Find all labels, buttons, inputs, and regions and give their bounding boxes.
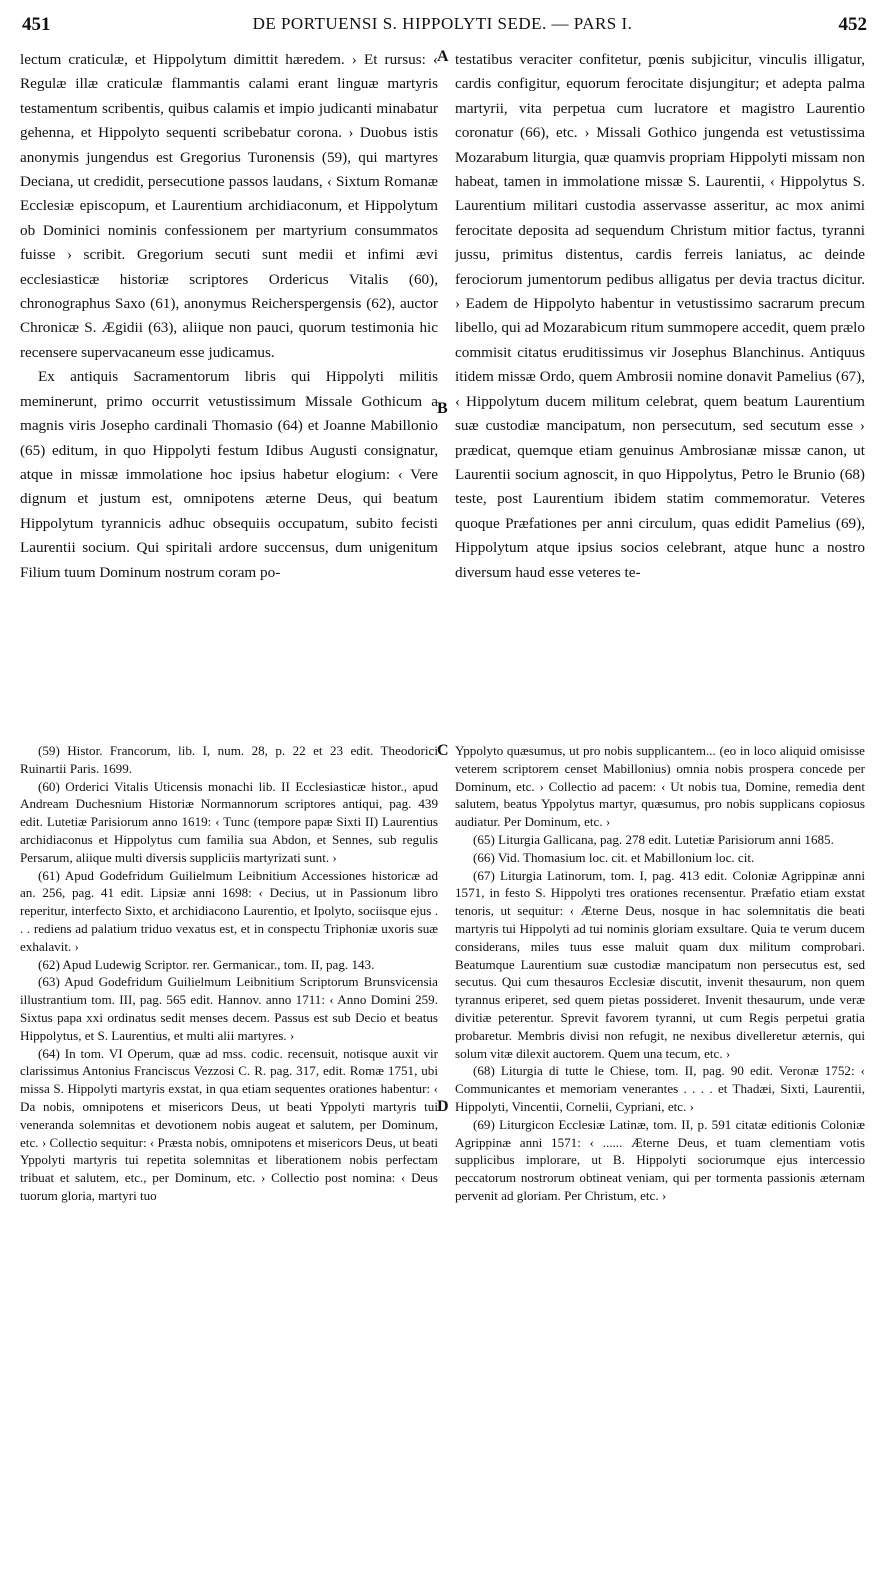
footnotes-column-right — [455, 742, 865, 1512]
margin-letter-b: B — [437, 400, 448, 417]
running-title: DE PORTUENSI S. HIPPOLYTI SEDE. — PARS I. — [252, 14, 633, 33]
footnote: (68) Liturgia di tutte le Chiese, tom. II, pag. 90 edit. Veronæ 1752: ‹ Communicantes et memoriam venerantes . . . . et Thadæi, Sixti, Laurentii, Hippolyti, Vincentii, Cornelii, Cypriani, etc. › — [455, 1063, 865, 1114]
body-column-right — [455, 48, 865, 708]
footnote: (66) Vid. Thomasium loc. cit. et Mabillonium loc. cit. — [473, 849, 755, 865]
footnote: (63) Apud Godefridum Guilielmum Leibnitium Scriptorum Brunsvicensia illustrantium tom. III, pag. 565 edit. Hannov. anno 1711: ‹ Anno Domini 259. Sixtus papa xxi ordinatus sedit menses decem. Passus est sub Decio et beatus Hippolytus, et S. Laurentius, et multi alii martyres. › — [20, 974, 438, 1043]
margin-letter-a: A — [437, 48, 449, 65]
margin-letter-c: C — [437, 742, 449, 759]
footnote: (69) Liturgicon Ecclesiæ Latinæ, tom. II, p. 591 citatæ editionis Coloniæ Agrippinæ anni 1571: ‹ ...... Æterne Deus, et tuam clementiam votis supplicibus implorare, ut B. Hippolyti sociorumque ejus intercessio peccatorum nostrorum obtineat veniam, qui per tormenta passionis æternam pervenit ad gloriam. Per Christum, etc. › — [455, 1116, 865, 1203]
margin-letter-d: D — [437, 1098, 449, 1115]
page-number-left: 451 — [22, 14, 51, 35]
body-paragraph: testatibus veraciter confitetur, pœnis subjicitur, vinculis illigatur, cardis configitur, equorum ferocitate disjungitur; et adepta palma martyrii, vita perpetua cum lucratore et magistro Laurentio coronatur (66), etc. › Missali Gothico jungenda est vetustissima Mozarabum liturgia, quæ quamvis propriam Hippolyti missam non habeat, tamen in immolatione missæ S. Laurentii, ‹ Hippolytus S. Laurentium militari custodia asservasse asseritur, ac mox animi ferocitate deposita ad sequendum Christum mitior factus, tyranni jussu, primitus distentus, cardis ferreis laniatus, ac deinde ferociorum jumentorum pedibus alligatus per devia tractus dicitur. › Eadem de Hippolyto habentur in vetustissimo sacrarum precum libello, qui ad Mozarabicum ritum summopere accedit, quem prælo commisit citatus eruditissimus vir Josephus Blanchinus. Antiquus itidem missæ Ordo, quem Ambrosii nomine donavit Pamelius (67), ‹ Hippolytum ducem militum celebrat, quem beatum Laurentium suæ custodiæ mancipatum, non persecutum, sed secutum esse › prædicat, quemque etiam genuinus Ambrosianæ missæ canon, ut Laurentii socium agnoscit, in quo Hippolytus, Petro le Brunio (68) teste, post Laurentium ibidem statim commemoratur. Veteres quoque Præfationes per anni circulum, quas edidit Pamelius (69), Hippolytum atque ipsius socios celebrant, atque hunc a nostro diversum haud esse veteres te- — [455, 51, 865, 581]
footnote: (61) Apud Godefridum Guilielmum Leibnitium Accessiones historicæ ad an. 256, pag. 41 edit. Lipsiæ anni 1698: ‹ Decius, ut in Passionum libro reperitur, interfecto Sixto, et archidiacono Laurentio, et Ipolyto, sociisque ejus . . . rediens ad palatium triduo vexatus est, et in conspectu Triphoniæ uxoris suæ exhalavit. › — [20, 867, 438, 954]
running-header — [0, 0, 885, 44]
footnote: (67) Liturgia Latinorum, tom. I, pag. 413 edit. Coloniæ Agrippinæ anni 1571, in festo S. Hippolyti tres orationes recensentur. Præfatio etiam exstat tenoris, ut sequitur: ‹ Æterne Deus, nosque in hac solemnitatis die beati martyris tui Hippolyti ad tui nominis gloriam exsultare. Quia te verum ducem considerans, miles tuus esse maluit quam dux militum comprobari. Beatumque Laurentium suæ custodiæ mancipatum non persecutus est, sed secutus. Qui cum thesauros Ecclesiæ discutit, invenit thesaurum, non quem tyrannus eriperet, sed quem pietas possideret. Invenit thesaurum, unde veræ divitiæ peterentur. Sprevit favorem tyranni, ut cum Regis perpetui gratia probaretur. Membris divisi non refugit, ne nexibus divelleretur æternis, qui solum vitæ dilexit auctorem. Quem una tecum, etc. › — [455, 867, 865, 1061]
footnote: (62) Apud Ludewig Scriptor. rer. Germanicar., tom. II, pag. 143. — [38, 956, 375, 972]
footnote: (60) Orderici Vitalis Uticensis monachi lib. II Ecclesiasticæ histor., apud Andream Duchesnium Historiæ Normannorum scriptores antiqui, pag. 439 edit. Lutetiæ Parisiorum anno 1619: ‹ Tunc (tempore papæ Sixti II) Laurentius archidiaconus et Hippolytus cum familia sua Abdon, et Sennes, sub regulis Persarum, aliique multi diversis suppliciis martyrizati sunt. › — [20, 778, 438, 865]
body-paragraph: Ex antiquis Sacramentorum libris qui Hippolyti militis meminerunt, primo occurrit vetustissimum Missale Gothicum a magnis viris Josepho cardinali Thomasio (64) et Joanne Mabillonio (65) editum, in quo Hippolyti festum Idibus Augusti consignatur, atque in missæ immolatione hoc ipsius habetur elogium: ‹ Vere dignum et justum est, omnipotens æterne Deus, qui beatum Hippolytum tyrannicis adhuc obsequiis occupatum, subito fecisti Laurentii socium. Qui spiritali ardore succensus, dum unigenitum Filium tuum Dominum nostrum coram po- — [20, 368, 438, 581]
body-paragraph: lectum craticulæ, et Hippolytum dimittit hæredem. › Et rursus: ‹ Regulæ illæ craticulæ flammantis calami erant linguæ martyris testamentum scribentis, quibus calamis et impio judicanti minabatur gehenna, et Hippolyto sequenti scribebatur corona. › Duobus istis anonymis jungendus est Gregorius Turonensis (59), qui martyres Deciana, ut credidit, persecutione passos laudans, ‹ Sixtum Romanæ Ecclesiæ episcopum, et Laurentium archidiaconum, et Hippolytum ob Dominici nominis confessionem per martyrium consummatos fuisse › scribit. Gregorium secuti sunt medii et infimi ævi ecclesiasticæ historiæ scriptores Ordericus Vitalis (60), chronographus Saxo (61), anonymus Reicherspergensis (62), auctor Chronicæ S. Ægidii (63), aliique non pauci, quorum testimonia hic recensere supervacaneum esse judicamus. — [20, 51, 438, 361]
footnotes-column-left — [20, 742, 438, 1512]
footnote: (65) Liturgia Gallicana, pag. 278 edit. Lutetiæ Parisiorum anni 1685. — [473, 831, 834, 847]
footnote: (59) Histor. Francorum, lib. I, num. 28, p. 22 et 23 edit. Theodorici Ruinartii Paris. 1699. — [20, 743, 438, 776]
page-number-right: 452 — [838, 14, 867, 35]
body-column-left — [20, 48, 438, 708]
footnote: (64) In tom. VI Operum, quæ ad mss. codic. recensuit, notisque auxit vir clarissimus Antonius Franciscus Vezzosi C. R. pag. 317, edit. Romæ 1751, ubi missa S. Hippolyti martyris exstat, in qua etiam sequentes orationes habentur: ‹ Da nobis, omnipotens et misericors Deus, ut beati Yppolyti martyris tui veneranda solemnitas et devotionem nobis augeat et salutem, per Dominum, etc. › Collectio sequitur: ‹ Præsta nobis, omnipotens et misericors Deus, ut beati Yppolyti martyris tui repetita solemnitas et liberationem nobis perfectam tribuat et salutem, etc., per Dominum, etc. › Collectio post nomina: ‹ Deus tuorum gloria, martyri tuo — [20, 1045, 438, 1203]
footnote: Yppolyto quæsumus, ut pro nobis supplicantem... (eo in loco aliquid omisisse veterem scriptorem censet Mabillonius) omnia nobis prospera concede per Dominum, etc. › Collectio ad pacem: ‹ Ut nobis tua, Domine, remedia dent salutem, beatus Yppolytus martyr, quæsumus, pro nobis supplicans copiosus audiatur. Per Dominum, etc. › — [455, 743, 865, 830]
